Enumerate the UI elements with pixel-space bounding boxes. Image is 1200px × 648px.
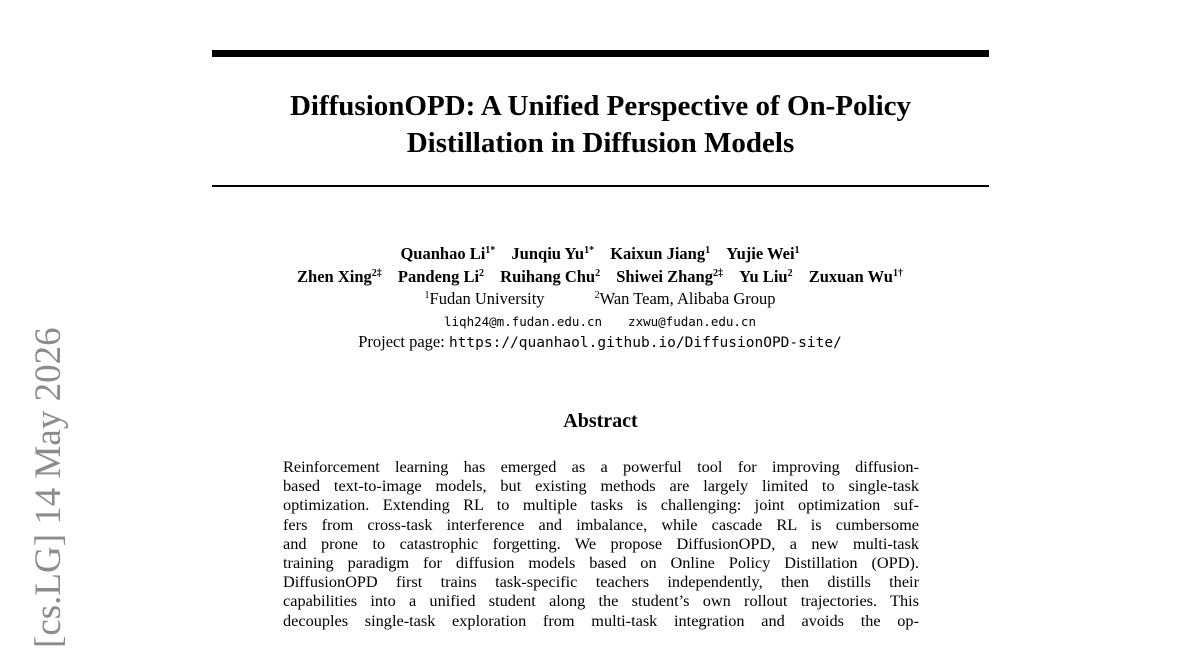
abstract-line: training paradigm for diffusion models based on Online Policy Distillation (OPD). bbox=[283, 553, 919, 573]
author: Zuxuan $Wu^{1\dagger}$ bbox=[808, 267, 903, 286]
abstract-body bbox=[283, 457, 919, 630]
author: Shiwei Zhang$^{2\ddagger}$ bbox=[616, 267, 723, 286]
author: Kaixun Jiang$^1$ bbox=[610, 244, 711, 263]
author: Yu Liu$^2$ bbox=[739, 267, 793, 286]
abstract-line: optimization. Extending RL to multiple tasks is challenging: joint optimization suf- bbox=[283, 495, 919, 515]
abstract-line: DiffusionOPD first trains task-specific teachers independently, then distills their bbox=[283, 572, 919, 592]
project-label: Project page: bbox=[358, 332, 445, 351]
author: Yujie Wei$^1$ bbox=[726, 244, 800, 263]
title-line: Distillation in Diffusion Models bbox=[406, 127, 795, 159]
title-rule bbox=[212, 185, 989, 187]
email-link[interactable]: zxwu@fudan.edu.cn bbox=[628, 314, 756, 329]
email-link[interactable]: liqh24@m.fudan.edu.cn bbox=[444, 314, 603, 329]
affiliations bbox=[200, 288, 1000, 310]
abstract-line: Reinforcement learning has emerged as a powerful tool for improving diffusion- bbox=[283, 457, 919, 476]
abstract-line: and prone to catastrophic forgetting. We propose DiffusionOPD, a new multi-task bbox=[283, 533, 919, 553]
author-row bbox=[200, 242, 1000, 265]
author: Zhen Xing$^{2\ddagger}$ bbox=[297, 267, 382, 286]
arxiv-stamp: [cs.LG] 14 May 2026 bbox=[28, 327, 69, 648]
abstract-line: decouples single-task exploration from multi-task integration and avoids the op- bbox=[283, 610, 919, 630]
project-page bbox=[200, 332, 1000, 353]
project-url-link[interactable]: https://quanhaol.github.io/DiffusionOPD-site/ bbox=[448, 335, 842, 351]
affiliation: $^2$Wan Team, Alibaba Group bbox=[594, 289, 776, 308]
author: Pandeng Li$^2$ bbox=[397, 267, 485, 286]
author-row bbox=[200, 265, 1000, 288]
author: Ruihang Chu$^2$ bbox=[500, 267, 601, 286]
abstract-heading: Abstract bbox=[563, 410, 638, 432]
affiliation: $^1$Fudan University bbox=[424, 289, 545, 308]
abstract-line: capabilities into a unified student along the student’s own rollout trajectories. This bbox=[283, 591, 919, 611]
abstract-line: based text-to-image models, but existing methods are largely limited to single-task bbox=[283, 476, 919, 496]
abstract-line: fers from cross-task interference and imbalance, while cascade RL is cumbersome bbox=[283, 514, 919, 534]
paper-title bbox=[212, 88, 989, 162]
title-line: DiffusionOPD: A Unified Perspective of On-Policy bbox=[289, 90, 912, 122]
author-list bbox=[200, 242, 1000, 288]
author: Junqiu $Yu^{1*}$ bbox=[511, 244, 595, 263]
author: Quanhao $Li^{1*}$ bbox=[400, 244, 496, 263]
top-rule bbox=[212, 50, 989, 57]
email-list bbox=[200, 313, 1000, 331]
